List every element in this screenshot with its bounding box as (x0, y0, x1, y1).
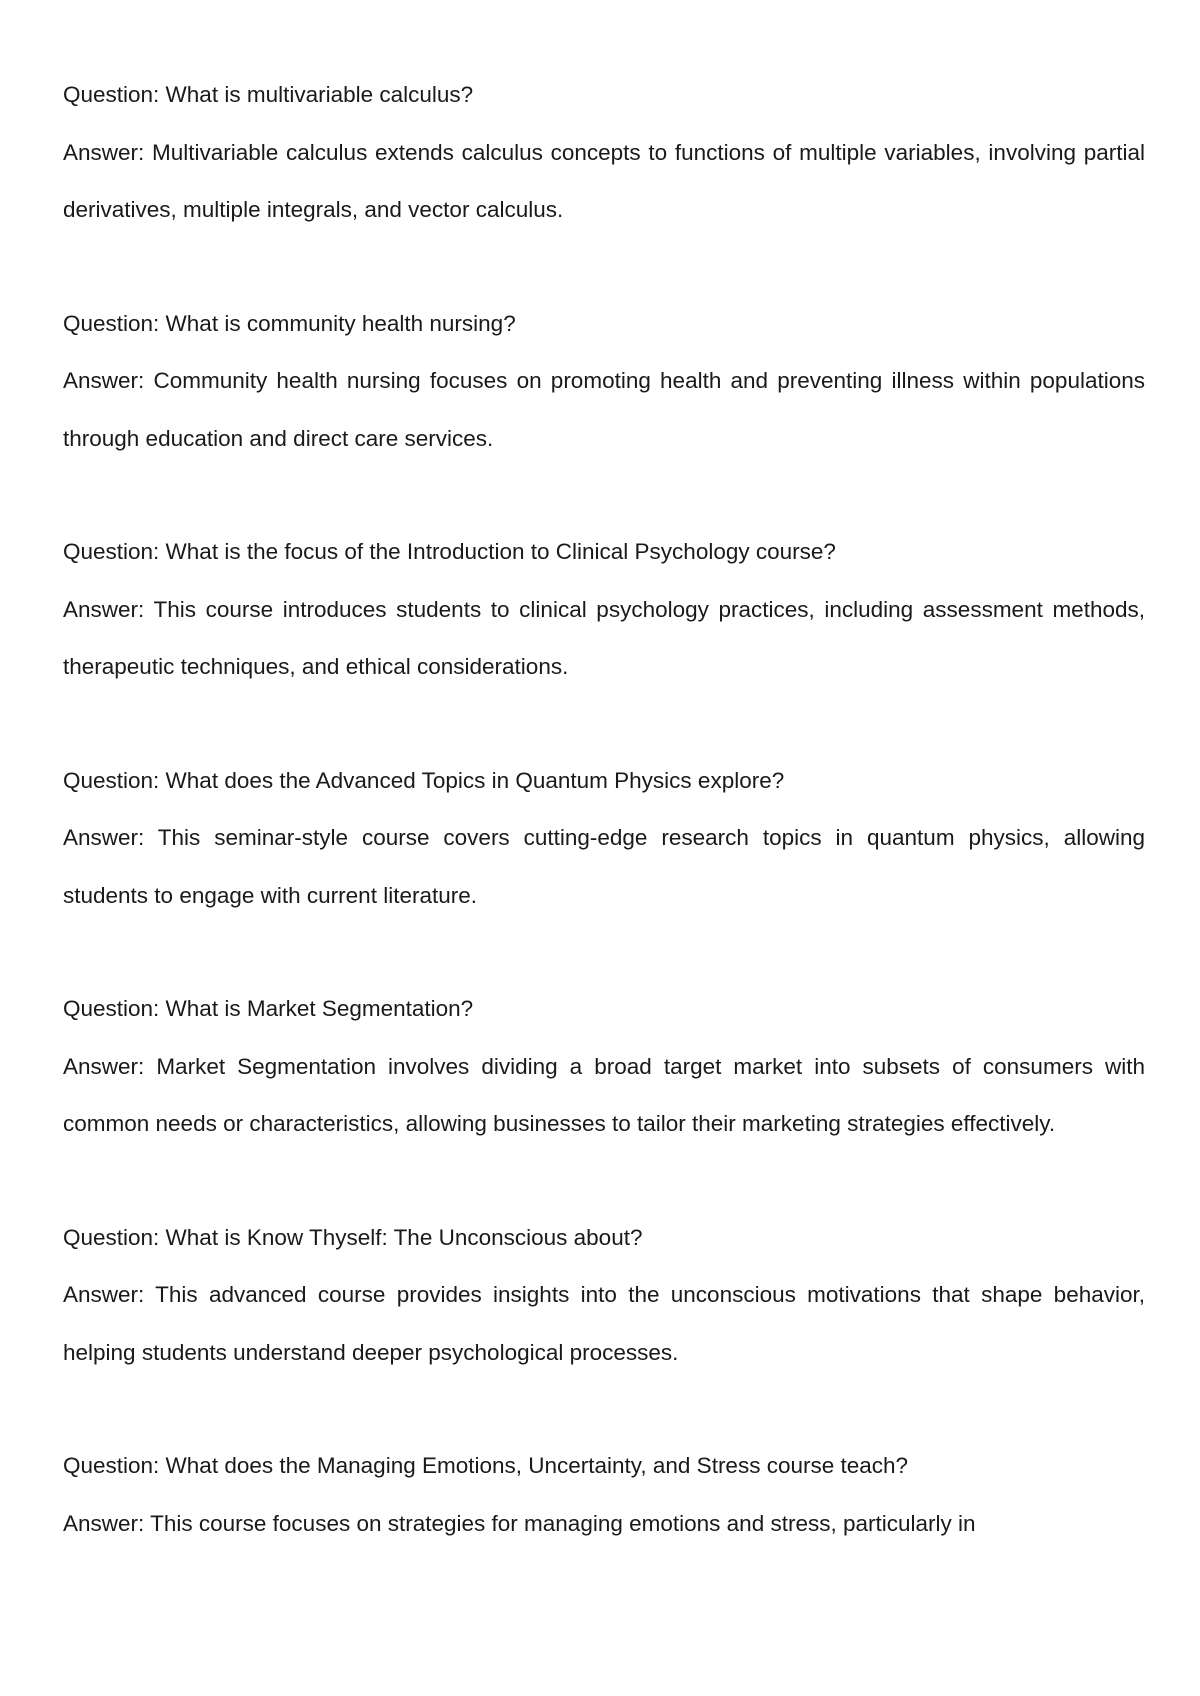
qa-item (63, 66, 1145, 239)
qa-item (63, 523, 1145, 696)
answer-text: Answer: Market Segmentation involves dividing a broad target market into subsets of consumers with common needs or characteristics, allowing businesses to tailor their marketing strategies effectively. (63, 1053, 1145, 1136)
qa-item (63, 1437, 1145, 1552)
qa-item (63, 295, 1145, 468)
question-text: Question: What is multivariable calculus? (63, 82, 474, 107)
question-text: Question: What is Market Segmentation? (63, 996, 474, 1021)
answer-text: Answer: This course focuses on strategies for managing emotions and stress, particularly in (63, 1510, 976, 1536)
answer-text: Answer: This seminar-style course covers cutting-edge research topics in quantum physics, allowing students to engage with current literature. (63, 825, 1145, 908)
answer-text: Answer: This advanced course provides insights into the unconscious motivations that shape behavior, helping students understand deeper psychological processes. (63, 1282, 1145, 1365)
answer-text: Answer: Multivariable calculus extends calculus concepts to functions of multiple variables, involving partial derivatives, multiple integrals, and vector calculus. (63, 139, 1145, 222)
question-text: Question: What is Know Thyself: The Unconscious about? (63, 1224, 643, 1250)
question-text: Question: What does the Managing Emotions, Uncertainty, and Stress course teach? (63, 1453, 909, 1478)
answer-text: Answer: This course introduces students to clinical psychology practices, including assessment methods, therapeutic techniques, and ethical considerations. (63, 596, 1145, 679)
question-text: Question: What is community health nursing? (63, 310, 516, 336)
qa-item (63, 980, 1145, 1153)
qa-item (63, 752, 1145, 925)
qa-list (63, 66, 1145, 1608)
question-text: Question: What does the Advanced Topics in Quantum Physics explore? (63, 767, 785, 793)
question-text: Question: What is the focus of the Introduction to Clinical Psychology course? (63, 539, 836, 564)
answer-text: Answer: Community health nursing focuses on promoting health and preventing illness within populations through education and direct care services. (63, 368, 1145, 451)
qa-item (63, 1209, 1145, 1382)
